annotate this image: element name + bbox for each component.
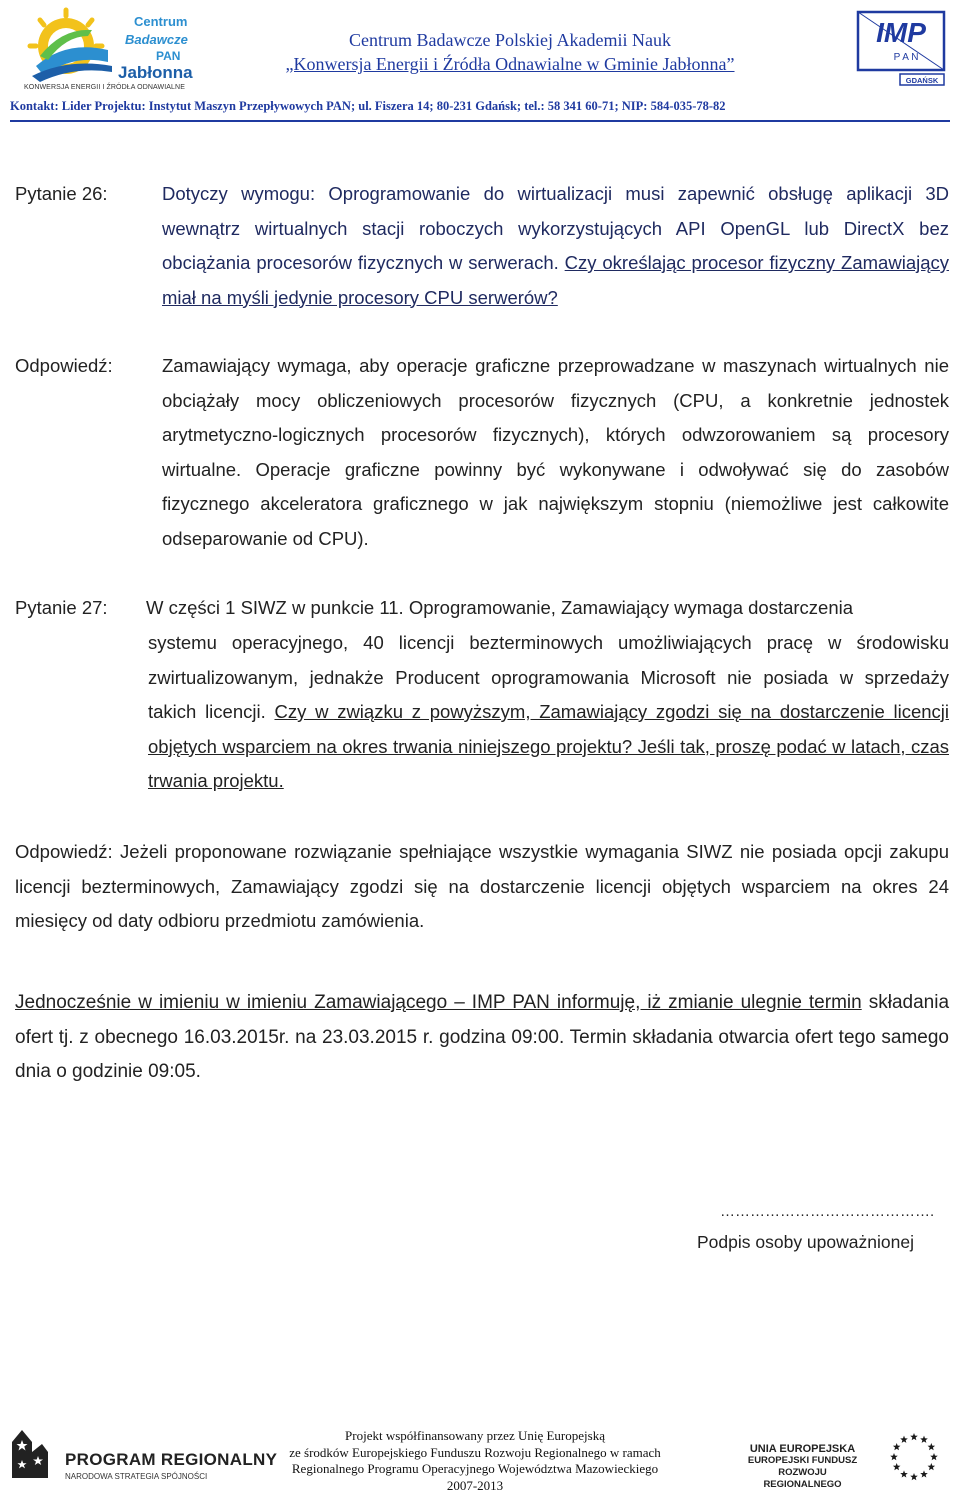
question-26-text — [162, 177, 949, 315]
deadline-notice — [15, 986, 949, 1090]
page-header — [0, 0, 960, 125]
program-regionalny-sub: NARODOWA STRATEGIA SPÓJNOŚCI — [65, 1472, 207, 1481]
page-footer — [0, 1410, 960, 1493]
imp-logo-text: IMP — [876, 17, 926, 48]
signature-line: ……………………………………. — [720, 1203, 934, 1220]
answer-26-text: Zamawiający wymaga, aby operacje graficzne przeprowadzane w maszynach wirtualnych nie obciążały mocy obliczeniowych procesorów fizycznych (CPU, a konkretnie jednostek arytmetyczno-logicznych procesorów fizycznych), których odwzorowaniem są procesory wirtualne. Operacje graficzne powinny być wykonywane i odwoływać się do zasobów fizycznego akceleratora graficznego w jak największym stopniu (niemożliwe jest całkowite odseparowanie od CPU). — [162, 349, 949, 556]
question-27-label: Pytanie 27: — [15, 591, 108, 626]
question-26-underlined: Czy określając procesor fizyczny Zamawiający miał na myśli jedynie procesory CPU serwerów? — [162, 252, 949, 308]
logo-text-jablonna: Jabłonna — [118, 63, 193, 83]
question-27-first-line: W części 1 SIWZ w punkcie 11. Oprogramowanie, Zamawiający wymaga dostarczenia — [146, 591, 853, 626]
imp-logo-sub: P A N — [894, 52, 919, 63]
funding-line4: 2007-2013 — [250, 1478, 700, 1494]
answer-26-label: Odpowiedź: — [15, 349, 113, 384]
logo-text-pan: PAN — [156, 49, 180, 63]
question-26-body: Dotyczy wymogu: Oprogramowanie do wirtualizacji musi zapewnić obsługę aplikacji 3D wewnątrz wirtualnych stacji roboczych wykorzystujących API OpenGL lub DirectX bez obciążania procesorów fizycznych w serwerach. — [162, 183, 949, 273]
answer-27-text: Jeżeli proponowane rozwiązanie spełniające wszystkie wymagania SIWZ nie posiada opcji zakupu licencji bezterminowych, Zamawiający zgodzi się na dostarczenie licencji objętych wsparciem na okres 24 miesięcy od daty odbioru przedmiotu zamówienia. — [15, 841, 949, 931]
answer-27-label: Odpowiedź: — [15, 841, 113, 862]
signature-label: Podpis osoby upoważnionej — [697, 1232, 914, 1253]
answer-27 — [15, 835, 949, 939]
logo-text-badawcze: Badawcze — [125, 32, 188, 47]
eu-line1: UNIA EUROPEJSKA — [740, 1443, 865, 1455]
question-27-text — [148, 626, 949, 799]
program-regionalny-logo — [8, 1422, 248, 1488]
question-27-body: systemu operacyjnego, 40 licencji bezterminowych umożliwiających pracę w środowisku zwirtualizowanym, jednakże Producent oprogramowania Microsoft nie posiada w sprzedaży takich licencji. — [148, 632, 949, 722]
imp-pan-logo-icon — [852, 8, 950, 88]
sun-logo-icon — [22, 6, 122, 86]
logo-tagline: KONWERSJA ENERGII I ŹRÓDŁA ODNAWIALNE — [24, 84, 185, 91]
deadline-notice-underlined: Jednocześnie w imieniu w imieniu Zamawiającego – IMP PAN informuję, iż zmianie ulegnie termin — [15, 992, 862, 1013]
question-26-label: Pytanie 26: — [15, 177, 108, 212]
header-contact-line: Kontakt: Lider Projektu: Instytut Maszyn Przepływowych PAN; ul. Fiszera 14; 80-231 Gdańsk; tel.: 58 341 60-71; NIP: 584-035-78-82 — [10, 99, 950, 114]
header-title-line1: Centrum Badawcze Polskiej Akademii Nauk — [250, 28, 770, 52]
header-divider — [10, 120, 950, 122]
funding-statement — [250, 1428, 700, 1494]
funding-line2: ze środków Europejskiego Funduszu Rozwoju Regionalnego w ramach — [250, 1445, 700, 1462]
program-regionalny-name: PROGRAM REGIONALNY — [65, 1450, 277, 1470]
eu-line3: ROZWOJU REGIONALNEGO — [740, 1467, 865, 1491]
deadline-notice-rest: składania ofert tj. z obecnego 16.03.2015r. na 23.03.2015 r. godzina 09:00. Termin składania otwarcia ofert tego samego dnia o godzinie 09:05. — [15, 992, 949, 1082]
cb-pan-jablonna-logo — [22, 6, 212, 92]
imp-pan-logo — [852, 8, 950, 88]
eu-fund-text — [740, 1443, 865, 1491]
question-27-underlined: Czy w związku z powyższym, Zamawiający zgodzi się na dostarczenie licencji objętych wsparciem na okres trwania niniejszego projektu? Jeśli tak, proszę podać w latach, czas trwania projektu. — [148, 701, 949, 791]
header-title-line2: „Konwersja Energii i Źródła Odnawialne w Gminie Jabłonna” — [250, 52, 770, 76]
logo-text-centrum: Centrum — [134, 14, 187, 29]
eu-flag-icon — [876, 1429, 952, 1485]
eu-line2: EUROPEJSKI FUNDUSZ — [740, 1455, 865, 1467]
funding-line1: Projekt współfinansowany przez Unię Europejską — [250, 1428, 700, 1445]
imp-logo-city: GDAŃSK — [906, 76, 939, 85]
program-regionalny-emblem-icon — [8, 1422, 52, 1482]
funding-line3: Regionalnego Programu Operacyjnego Województwa Mazowieckiego — [250, 1461, 700, 1478]
header-title — [250, 28, 770, 76]
